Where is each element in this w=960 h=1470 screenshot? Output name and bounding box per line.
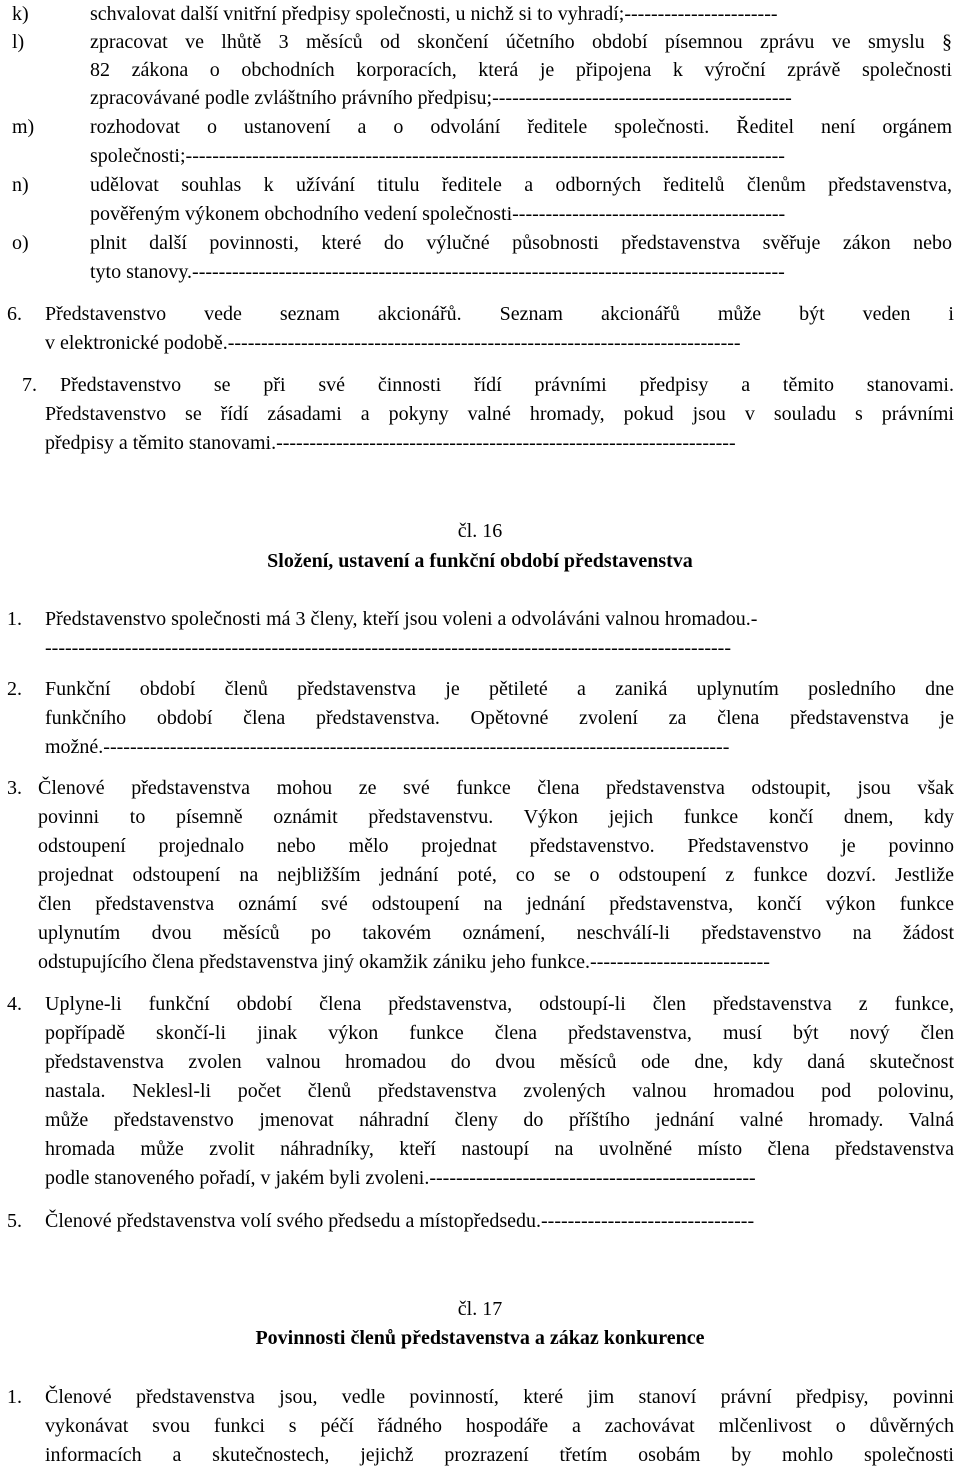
- art16-paragraph-5-line-1: Členové představenstva volí svého předsedu a místopředsedu.--------------------------------: [45, 1210, 755, 1232]
- art17-paragraph-number-1: 1.: [7, 1386, 22, 1408]
- art16-paragraph-4-line-4: nastala. Neklesl-li počet členů představenstva zvolených valnou hromadou pod polovinu,: [45, 1080, 954, 1102]
- list-item-k-line-1: schvalovat další vnitřní předpisy společnosti, u nichž si to vyhradí;-----------------------: [90, 3, 778, 25]
- paragraph-number-7: 7.: [22, 374, 37, 396]
- art16-paragraph-2-line-2: funkčního období člena představenstva. Opětovné zvolení za člena představenstva je: [45, 707, 954, 729]
- art16-paragraph-number-2: 2.: [7, 678, 22, 700]
- paragraph-6-line-1: Představenstvo vede seznam akcionářů. Seznam akcionářů může být veden i: [45, 303, 954, 325]
- art16-paragraph-number-1: 1.: [7, 608, 22, 630]
- paragraph-7-line-1: Představenstvo se při své činnosti řídí právními předpisy a těmito stanovami.: [60, 374, 954, 396]
- art16-paragraph-1-line-2: -------------------------------------------------------------------------------------------------------: [45, 637, 731, 659]
- list-label-k: k): [12, 3, 29, 25]
- list-item-n-line-2: pověřeným výkonem obchodního vedení společnosti-----------------------------------------: [90, 203, 786, 225]
- art16-paragraph-3-line-6: uplynutím dvou měsíců po takovém oznámení, neschválí-li představenstvo na žádost: [38, 922, 954, 944]
- art16-paragraph-2-line-1: Funkční období členů představenstva je pětileté a zaniká uplynutím posledního dne: [45, 678, 954, 700]
- paragraph-7-line-2: Představenstvo se řídí zásadami a pokyny valné hromady, pokud jsou v souladu s právními: [45, 403, 954, 425]
- list-label-l: l): [12, 31, 25, 53]
- art17-paragraph-1-line-3: informacích a skutečnostech, jejichž prozrazení třetím osobám by mohlo společnosti: [45, 1444, 954, 1466]
- list-item-m-line-2: společnosti;------------------------------------------------------------------------------------------: [90, 145, 785, 167]
- list-item-o-line-2: tyto stanovy.-----------------------------------------------------------------------------------------: [90, 261, 785, 283]
- list-label-m: m): [12, 116, 35, 138]
- list-item-n-line-1: udělovat souhlas k užívání titulu ředitele a odborných ředitelů členům představenstva,: [90, 174, 952, 196]
- list-item-o-line-1: plnit další povinnosti, které do výlučné působnosti představenstva svěřuje zákon nebo: [90, 232, 952, 254]
- art16-paragraph-3-line-1: Členové představenstva mohou ze své funkce člena představenstva odstoupit, jsou však: [38, 777, 954, 799]
- art16-paragraph-3-line-4: projednat odstoupení na nejbližším jednání poté, co se o odstoupení z funkce dozví. Jestliže: [38, 864, 954, 886]
- art16-paragraph-number-3: 3.: [7, 777, 22, 799]
- art16-paragraph-4-line-7: podle stanoveného pořadí, v jakém byli zvoleni.-------------------------------------------------: [45, 1167, 756, 1189]
- art16-paragraph-3-line-5: člen představenstva oznámí své odstoupení na jednání představenstva, končí výkon funkce: [38, 893, 954, 915]
- list-item-l-line-1: zpracovat ve lhůtě 3 měsíců od skončení účetního období písemnou zprávu ve smyslu §: [90, 31, 952, 53]
- art16-paragraph-4-line-3: představenstva zvolen valnou hromadou do dvou měsíců ode dne, kdy daná skutečnost: [45, 1051, 954, 1073]
- art16-paragraph-4-line-2: popřípadě skončí-li jinak výkon funkce člena představenstva, musí být nový člen: [45, 1022, 954, 1044]
- article-17-number: čl. 17: [457, 1298, 503, 1320]
- art17-paragraph-1-line-2: vykonávat svou funkci s péčí řádného hospodáře a zachovávat mlčenlivost o důvěrných: [45, 1415, 954, 1437]
- list-item-m-line-1: rozhodovat o ustanovení a o odvolání ředitele společnosti. Ředitel není orgánem: [90, 116, 952, 138]
- paragraph-number-6: 6.: [7, 303, 22, 325]
- list-item-l-line-2: 82 zákona o obchodních korporacích, která je připojena k výroční zprávě společnosti: [90, 59, 952, 81]
- art16-paragraph-3-line-7: odstupujícího člena představenstva jiný okamžik zániku jeho funkce.---------------------------: [38, 951, 770, 973]
- art17-paragraph-1-line-1: Členové představenstva jsou, vedle povinností, které jim stanoví právní předpisy, povinni: [45, 1386, 954, 1408]
- art16-paragraph-1-line-1: Představenstvo společnosti má 3 členy, kteří jsou voleni a odvoláváni valnou hromadou.-: [45, 608, 758, 630]
- art16-paragraph-number-4: 4.: [7, 993, 22, 1015]
- paragraph-7-line-3: předpisy a těmito stanovami.---------------------------------------------------------------------: [45, 432, 736, 454]
- art16-paragraph-number-5: 5.: [7, 1210, 22, 1232]
- list-label-o: o): [12, 232, 29, 254]
- article-16-number: čl. 16: [457, 520, 503, 542]
- art16-paragraph-4-line-1: Uplyne-li funkční období člena představenstva, odstoupí-li člen představenstva z funkce,: [45, 993, 954, 1015]
- art16-paragraph-3-line-3: odstoupení projednalo nebo mělo projednat představenstvo. Představenstvo je povinno: [38, 835, 954, 857]
- art16-paragraph-3-line-2: povinni to písemně oznámit představenstvu. Výkon jejich funkce končí dnem, kdy: [38, 806, 954, 828]
- article-17-title: Povinnosti členů představenstva a zákaz konkurence: [255, 1327, 705, 1349]
- paragraph-6-line-2: v elektronické podobě.-----------------------------------------------------------------------------: [45, 332, 741, 354]
- art16-paragraph-4-line-6: hromada může zvolit náhradníky, kteří nastoupí na uvolněné místo člena představenstva: [45, 1138, 954, 1160]
- art16-paragraph-2-line-3: možné.----------------------------------------------------------------------------------------------: [45, 736, 730, 758]
- list-item-l-line-3: zpracovávané podle zvláštního právního předpisu;---------------------------------------------: [90, 87, 792, 109]
- list-label-n: n): [12, 174, 29, 196]
- article-16-title: Složení, ustavení a funkční období představenstva: [267, 550, 693, 572]
- art16-paragraph-4-line-5: může představenstvo jmenovat náhradní členy do příštího jednání valné hromady. Valná: [45, 1109, 954, 1131]
